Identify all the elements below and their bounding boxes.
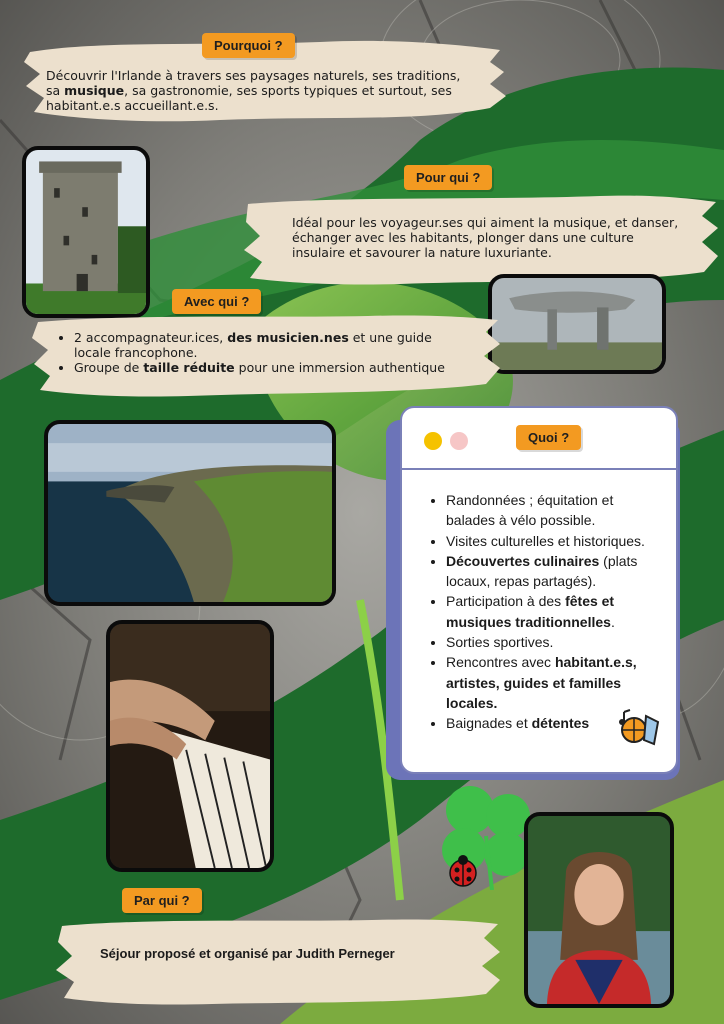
list-item-text-a: Baignades et [446, 715, 532, 732]
castle-photo [22, 146, 150, 318]
list-item [74, 330, 452, 360]
list-item-text-b: détentes [531, 715, 590, 732]
pourquoi-text-bold: musique [64, 83, 125, 98]
window-dot-yellow-icon [424, 432, 442, 450]
music-sports-icon [616, 706, 664, 754]
list-item [446, 490, 664, 531]
card-divider [402, 468, 676, 470]
avec-qui-list [52, 330, 452, 375]
list-item-text-b: habitant.e.s, artistes, guides et familles locales. [446, 654, 637, 711]
par-qui-text: Séjour proposé et organisé par Judith Perneger [100, 946, 395, 961]
par-qui-tag: Par qui ? [122, 888, 202, 913]
piano-photo [106, 620, 274, 872]
list-item-text-a: Visites culturelles et historiques. [446, 532, 645, 549]
list-item-text-c: et une guide locale francophone. [74, 330, 432, 360]
cliffs-photo [44, 420, 336, 606]
list-item-text-c: pour une immersion authentique [234, 360, 445, 375]
list-item-text-c: (plats locaux, repas partagés). [446, 552, 638, 590]
list-item-text-a: Randonnées ; équitation et balades à vélo possible. [446, 492, 614, 529]
avec-qui-tag: Avec qui ? [172, 289, 261, 314]
list-item-text-c: . [610, 613, 615, 630]
avec-qui-items [52, 330, 452, 375]
list-item [446, 551, 664, 592]
pour-qui-tag: Pour qui ? [404, 165, 492, 190]
window-dot-pink-icon [450, 432, 468, 450]
list-item-text-a: Participation à des [446, 593, 566, 610]
list-item [74, 360, 452, 375]
list-item-text-b: Découvertes culinaires [446, 552, 600, 569]
list-item [446, 652, 664, 713]
list-item-text-b: fêtes et musiques traditionnelles [446, 593, 615, 630]
list-item-text-b: taille réduite [143, 360, 235, 375]
pourquoi-text-a: Découvrir l'Irlande à travers ses paysages naturels, ses traditions, sa [46, 68, 461, 98]
pourquoi-tag: Pourquoi ? [202, 33, 295, 58]
list-item-text-a: 2 accompagnateur.ices, [74, 330, 228, 345]
quoi-items [424, 490, 664, 734]
list-item [446, 531, 664, 551]
list-item-text-a: Sorties sportives. [446, 634, 554, 651]
pourquoi-text-c: , sa gastronomie, ses sports typiques et surtout, ses habitant.e.s accueillant.e.s. [46, 83, 452, 113]
quoi-list [424, 490, 664, 734]
list-item-text-a: Rencontres avec [446, 654, 555, 671]
ladybug-icon [446, 854, 480, 888]
list-item [446, 591, 664, 632]
quoi-tag: Quoi ? [516, 425, 581, 450]
list-item-text-b: des musicien.nes [227, 330, 349, 345]
list-item [446, 632, 664, 652]
list-item-text-a: Groupe de [74, 360, 144, 375]
dolmen-photo [488, 274, 666, 374]
portrait-photo [524, 812, 674, 1008]
pour-qui-text: Idéal pour les voyageur.ses qui aiment la musique, et danser, échanger avec les habitants, plonger dans une culture insulaire et savourer la nature luxuriante. [292, 215, 679, 260]
quoi-card [400, 406, 678, 774]
pourquoi-text [46, 68, 466, 113]
